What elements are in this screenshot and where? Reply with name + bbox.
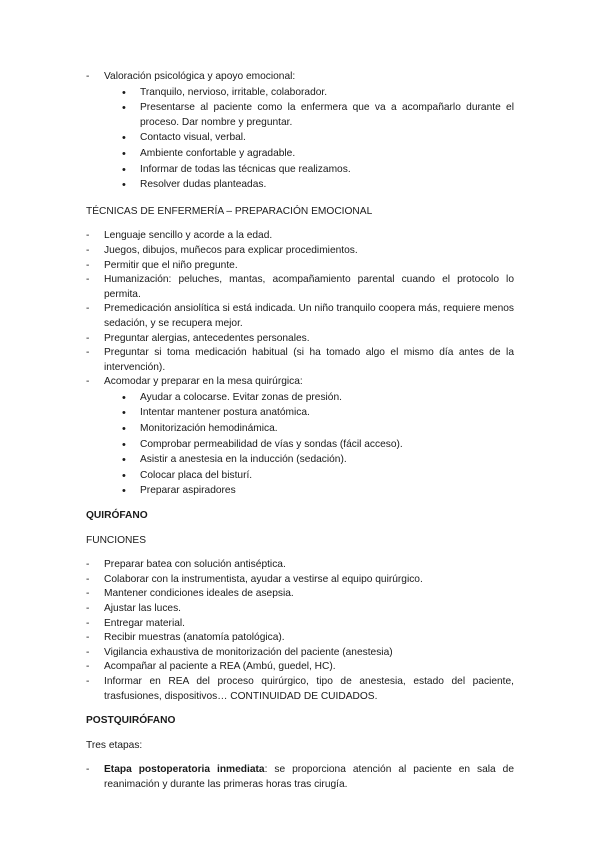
list-item: - Ajustar las luces. [86, 602, 514, 617]
bullet-item: • Monitorización hemodinámica. [86, 422, 514, 437]
list-item: - Lenguaje sencillo y acorde a la edad. [86, 229, 514, 244]
list-item: - Colaborar con la instrumentista, ayudar a vestirse al equipo quirúrgico. [86, 573, 514, 588]
etapa-label: Etapa postoperatoria inmediata [104, 764, 265, 776]
list-item: - Preguntar si toma medicación habitual (si ha tomado algo el mismo día antes de la intervención). [86, 346, 514, 375]
bullet-item: • Asistir a anestesia en la inducción (sedación). [86, 453, 514, 468]
bullet-item: • Contacto visual, verbal. [86, 131, 514, 146]
list-item: - Acomodar y preparar en la mesa quirúrgica: [86, 375, 514, 390]
list-item: - Mantener condiciones ideales de asepsia. [86, 587, 514, 602]
list-item: - Vigilancia exhaustiva de monitorización del paciente (anestesia) [86, 646, 514, 661]
list-item: - Preguntar alergias, antecedentes personales. [86, 332, 514, 347]
section-title-quirofano: QUIRÓFANO [86, 510, 148, 522]
intro-text: Tres etapas: [86, 739, 143, 751]
bullet-item: • Informar de todas las técnicas que realizamos. [86, 163, 514, 178]
list-item: - Humanización: peluches, mantas, acompañamiento parental cuando el protocolo lo permita. [86, 273, 514, 302]
section-title-postquirofano: POSTQUIRÓFANO [86, 715, 176, 727]
bullet-list [86, 391, 514, 499]
bullet-item: • Resolver dudas planteadas. [86, 178, 514, 193]
list-item: - Permitir que el niño pregunte. [86, 259, 514, 274]
list-item: - Juegos, dibujos, muñecos para explicar procedimientos. [86, 244, 514, 259]
bullet-item: • Ayudar a colocarse. Evitar zonas de presión. [86, 391, 514, 406]
etapa-description: : se proporciona atención al paciente en sala de reanimación y durante las primeras horas tras cirugía. [104, 764, 515, 790]
list-item: - Informar en REA del proceso quirúrgico, tipo de anestesia, estado del paciente, trasfusiones, dispositivos… CONTINUIDAD DE CUIDADOS. [86, 675, 514, 704]
bullet-item: • Colocar placa del bisturí. [86, 469, 514, 484]
list-item: - Entregar material. [86, 617, 514, 632]
bullet-item: • Intentar mantener postura anatómica. [86, 406, 514, 421]
bullet-item: • Ambiente confortable y agradable. [86, 147, 514, 162]
bullet-item: • Preparar aspiradores [86, 484, 514, 499]
list-item [86, 70, 514, 85]
bullet-item: • Tranquilo, nervioso, irritable, colaborador. [86, 86, 514, 101]
list-item [86, 763, 514, 792]
list-item: - Preparar batea con solución antiséptica. [86, 558, 514, 573]
section-subtitle-funciones: FUNCIONES [86, 534, 146, 546]
list-item-text: Valoración psicológica y apoyo emocional: [104, 71, 296, 82]
bullet-item: • Presentarse al paciente como la enfermera que va a acompañarlo durante el proceso. Dar nombre y preguntar. [86, 101, 514, 130]
bullet-item: • Comprobar permeabilidad de vías y sondas (fácil acceso). [86, 438, 514, 453]
list-item: - Premedicación ansiolítica si está indicada. Un niño tranquilo coopera más, requiere menos sedación, y se recupera mejor. [86, 302, 514, 331]
document-content [86, 70, 514, 793]
list-item: - Recibir muestras (anatomía patológica). [86, 631, 514, 646]
list-item: - Acompañar al paciente a REA (Ambú, guedel, HC). [86, 660, 514, 675]
section-title-tecnicas: TÉCNICAS DE ENFERMERÍA – PREPARACIÓN EMOCIONAL [86, 205, 373, 217]
bullet-list [86, 86, 514, 193]
